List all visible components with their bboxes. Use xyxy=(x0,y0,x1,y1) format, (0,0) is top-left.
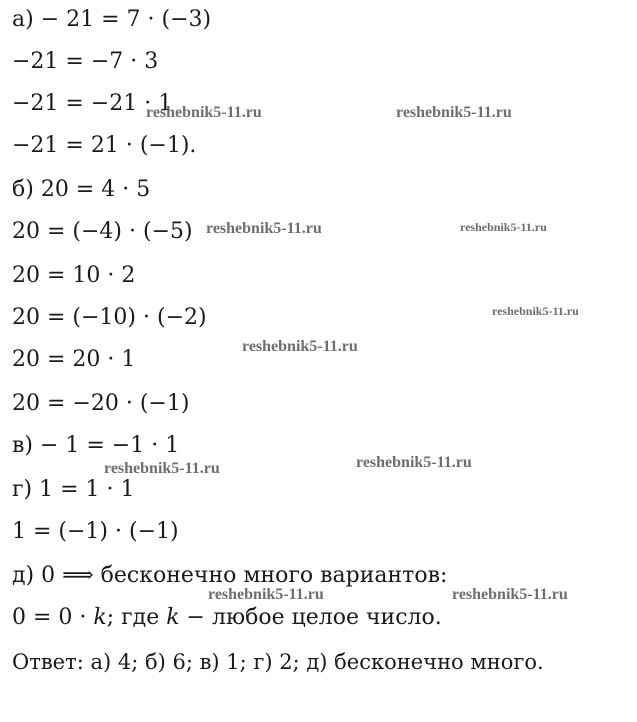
line-a-2: −21 = −7 · 3 xyxy=(12,49,159,74)
watermark: reshebnik5-11.ru xyxy=(208,586,324,603)
line-b-4: 20 = (−10) · (−2) xyxy=(12,305,207,330)
watermark: reshebnik5-11.ru xyxy=(146,104,262,121)
watermark: reshebnik5-11.ru xyxy=(396,104,512,121)
watermark: reshebnik5-11.ru xyxy=(492,304,579,318)
line-a-4: −21 = 21 · (−1). xyxy=(12,133,197,158)
line-d-1: д) 0 ⟹ бесконечно много вариантов: xyxy=(12,563,448,588)
line-b-3: 20 = 10 · 2 xyxy=(12,263,136,288)
watermark: reshebnik5-11.ru xyxy=(242,338,358,355)
answer-line: Ответ: а) 4; б) 6; в) 1; г) 2; д) бесконечно много. xyxy=(12,650,544,674)
line-g-2: 1 = (−1) · (−1) xyxy=(12,519,179,544)
line-a-3: −21 = −21 · 1 xyxy=(12,91,173,116)
line-b-2: 20 = (−4) · (−5) xyxy=(12,219,193,244)
watermark: reshebnik5-11.ru xyxy=(452,586,568,603)
line-a-1: а) − 21 = 7 · (−3) xyxy=(12,7,212,32)
line-b-6: 20 = −20 · (−1) xyxy=(12,391,190,416)
watermark: reshebnik5-11.ru xyxy=(356,454,472,471)
watermark: reshebnik5-11.ru xyxy=(460,220,547,234)
line-g-1: г) 1 = 1 · 1 xyxy=(12,477,135,502)
watermark: reshebnik5-11.ru xyxy=(104,460,220,477)
line-b-1: б) 20 = 4 · 5 xyxy=(12,177,151,202)
watermark: reshebnik5-11.ru xyxy=(206,220,322,237)
line-v-1: в) − 1 = −1 · 1 xyxy=(12,433,180,458)
line-b-5: 20 = 20 · 1 xyxy=(12,347,136,372)
line-d-2: 0 = 0 · 𝑘; где 𝑘 − любое целое число. xyxy=(12,605,442,630)
